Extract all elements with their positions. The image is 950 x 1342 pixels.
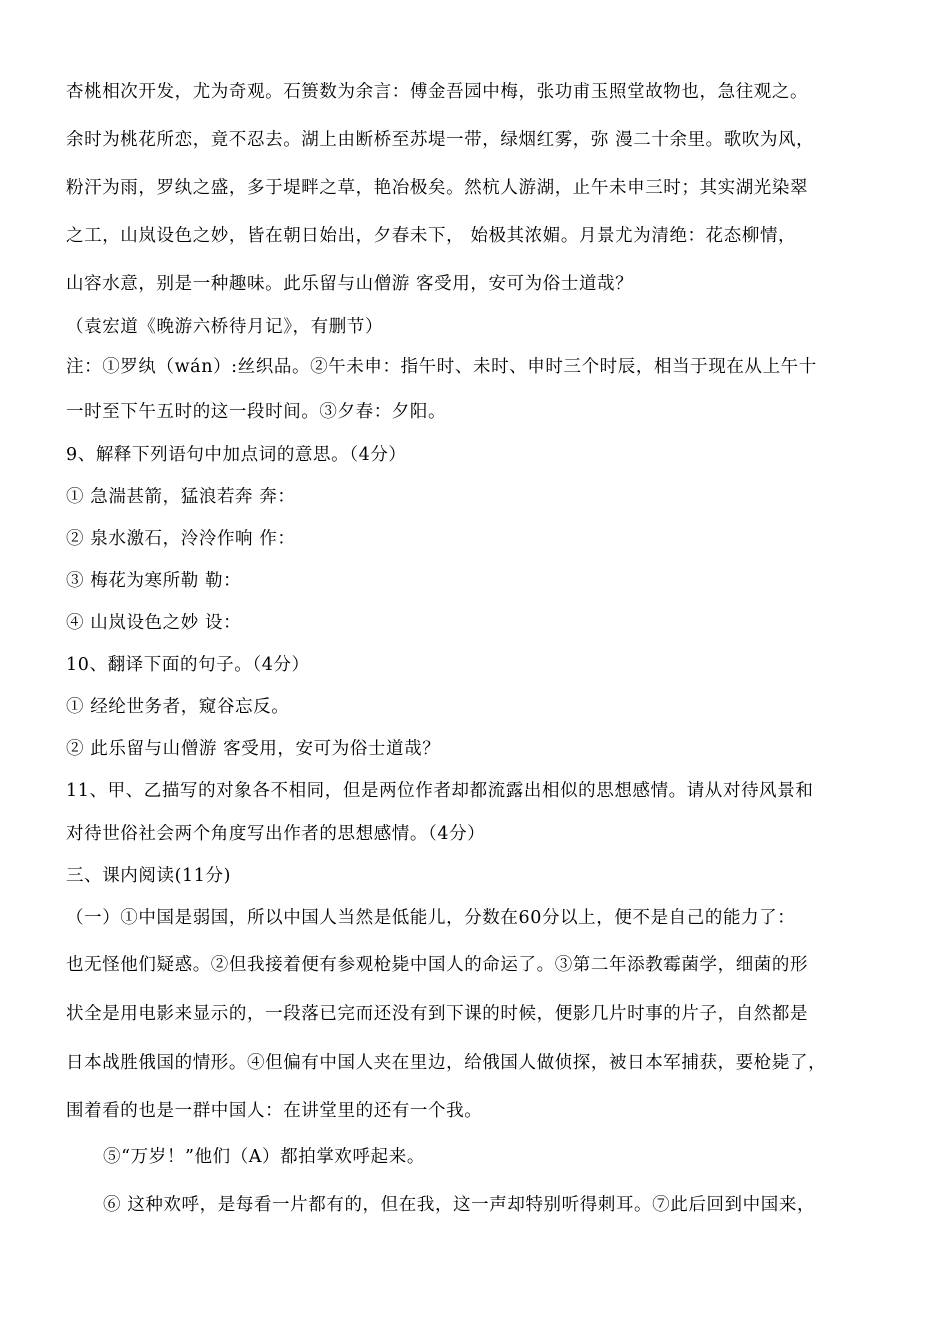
annotation-note: 注：①罗纨（wán）:丝织品。②午未申：指午时、未时、申时三个时辰，相当于现在从上午十 — [66, 357, 817, 377]
text-line: 粉汗为雨，罗纨之盛，多于堤畔之草，艳冶极矣。然杭人游湖，止午未申三时；其实湖光染翠 — [66, 178, 809, 198]
passage-line: （一）①中国是弱国，所以中国人当然是低能儿，分数在60分以上，便不是自己的能力了： — [66, 908, 796, 928]
text-line: 余时为桃花所恋，竟不忍去。湖上由断桥至苏堤一带，绿烟红雾，弥 漫二十余里。歌吹为风， — [66, 130, 815, 150]
text-line: 山容水意，别是一种趣味。此乐留与山僧游 客受用，安可为俗士道哉？ — [66, 274, 634, 294]
section-heading: 三、课内阅读(11分) — [66, 866, 232, 886]
question-11-continued: 对待世俗社会两个角度写出作者的思想感情。（4分） — [66, 824, 486, 844]
question-item: ① 经纶世务者，窥谷忘反。 — [66, 697, 290, 717]
passage-line: 围着看的也是一群中国人：在讲堂里的还有一个我。 — [66, 1101, 483, 1121]
question-11: 11、甲、乙描写的对象各不相同，但是两位作者却都流露出相似的思想感情。请从对待风景和 — [66, 781, 814, 801]
question-item: ③ 梅花为寒所勒 勒： — [66, 571, 242, 591]
text-line: 之工，山岚设色之妙，皆在朝日始出，夕春未下， 始极其浓媚。月景尤为清绝：花态柳情， — [66, 226, 797, 246]
passage-line: ⑤“万岁！”他们（A）都拍掌欢呼起来。 — [103, 1147, 425, 1167]
text-line: 杏桃相次开发，尤为奇观。石篑数为余言：傅金吾园中梅，张功甫玉照堂故物也，急往观之。 — [66, 82, 809, 102]
question-9: 9、解释下列语句中加点词的意思。（4分） — [66, 445, 407, 465]
passage-line: 也无怪他们疑惑。②但我接着便有参观枪毙中国人的命运了。③第二年添教霉菌学，细菌的形 — [66, 955, 809, 975]
question-10: 10、翻译下面的句子。（4分） — [66, 655, 310, 675]
passage-line: 日本战胜俄国的情形。④但偏有中国人夹在里边，给俄国人做侦探，被日本军捕获，要枪毙了， — [66, 1053, 827, 1073]
source-citation: （袁宏道《晚游六桥待月记》，有删节） — [66, 317, 384, 337]
question-item: ④ 山岚设色之妙 设： — [66, 613, 242, 633]
question-item: ② 泉水激石，泠泠作响 作： — [66, 529, 296, 549]
passage-line: 状全是用电影来显示的，一段落已完而还没有到下课的时候，便影几片时事的片子，自然都是 — [66, 1004, 809, 1024]
passage-line: ⑥ 这种欢呼，是每看一片都有的，但在我，这一声却特别听得刺耳。⑦此后回到中国来， — [103, 1195, 816, 1215]
question-item: ① 急湍甚箭，猛浪若奔 奔： — [66, 487, 296, 507]
annotation-note: 一时至下午五时的这一段时间。③夕春：夕阳。 — [66, 402, 447, 422]
question-item: ② 此乐留与山僧游 客受用，安可为俗士道哉？ — [66, 739, 441, 759]
